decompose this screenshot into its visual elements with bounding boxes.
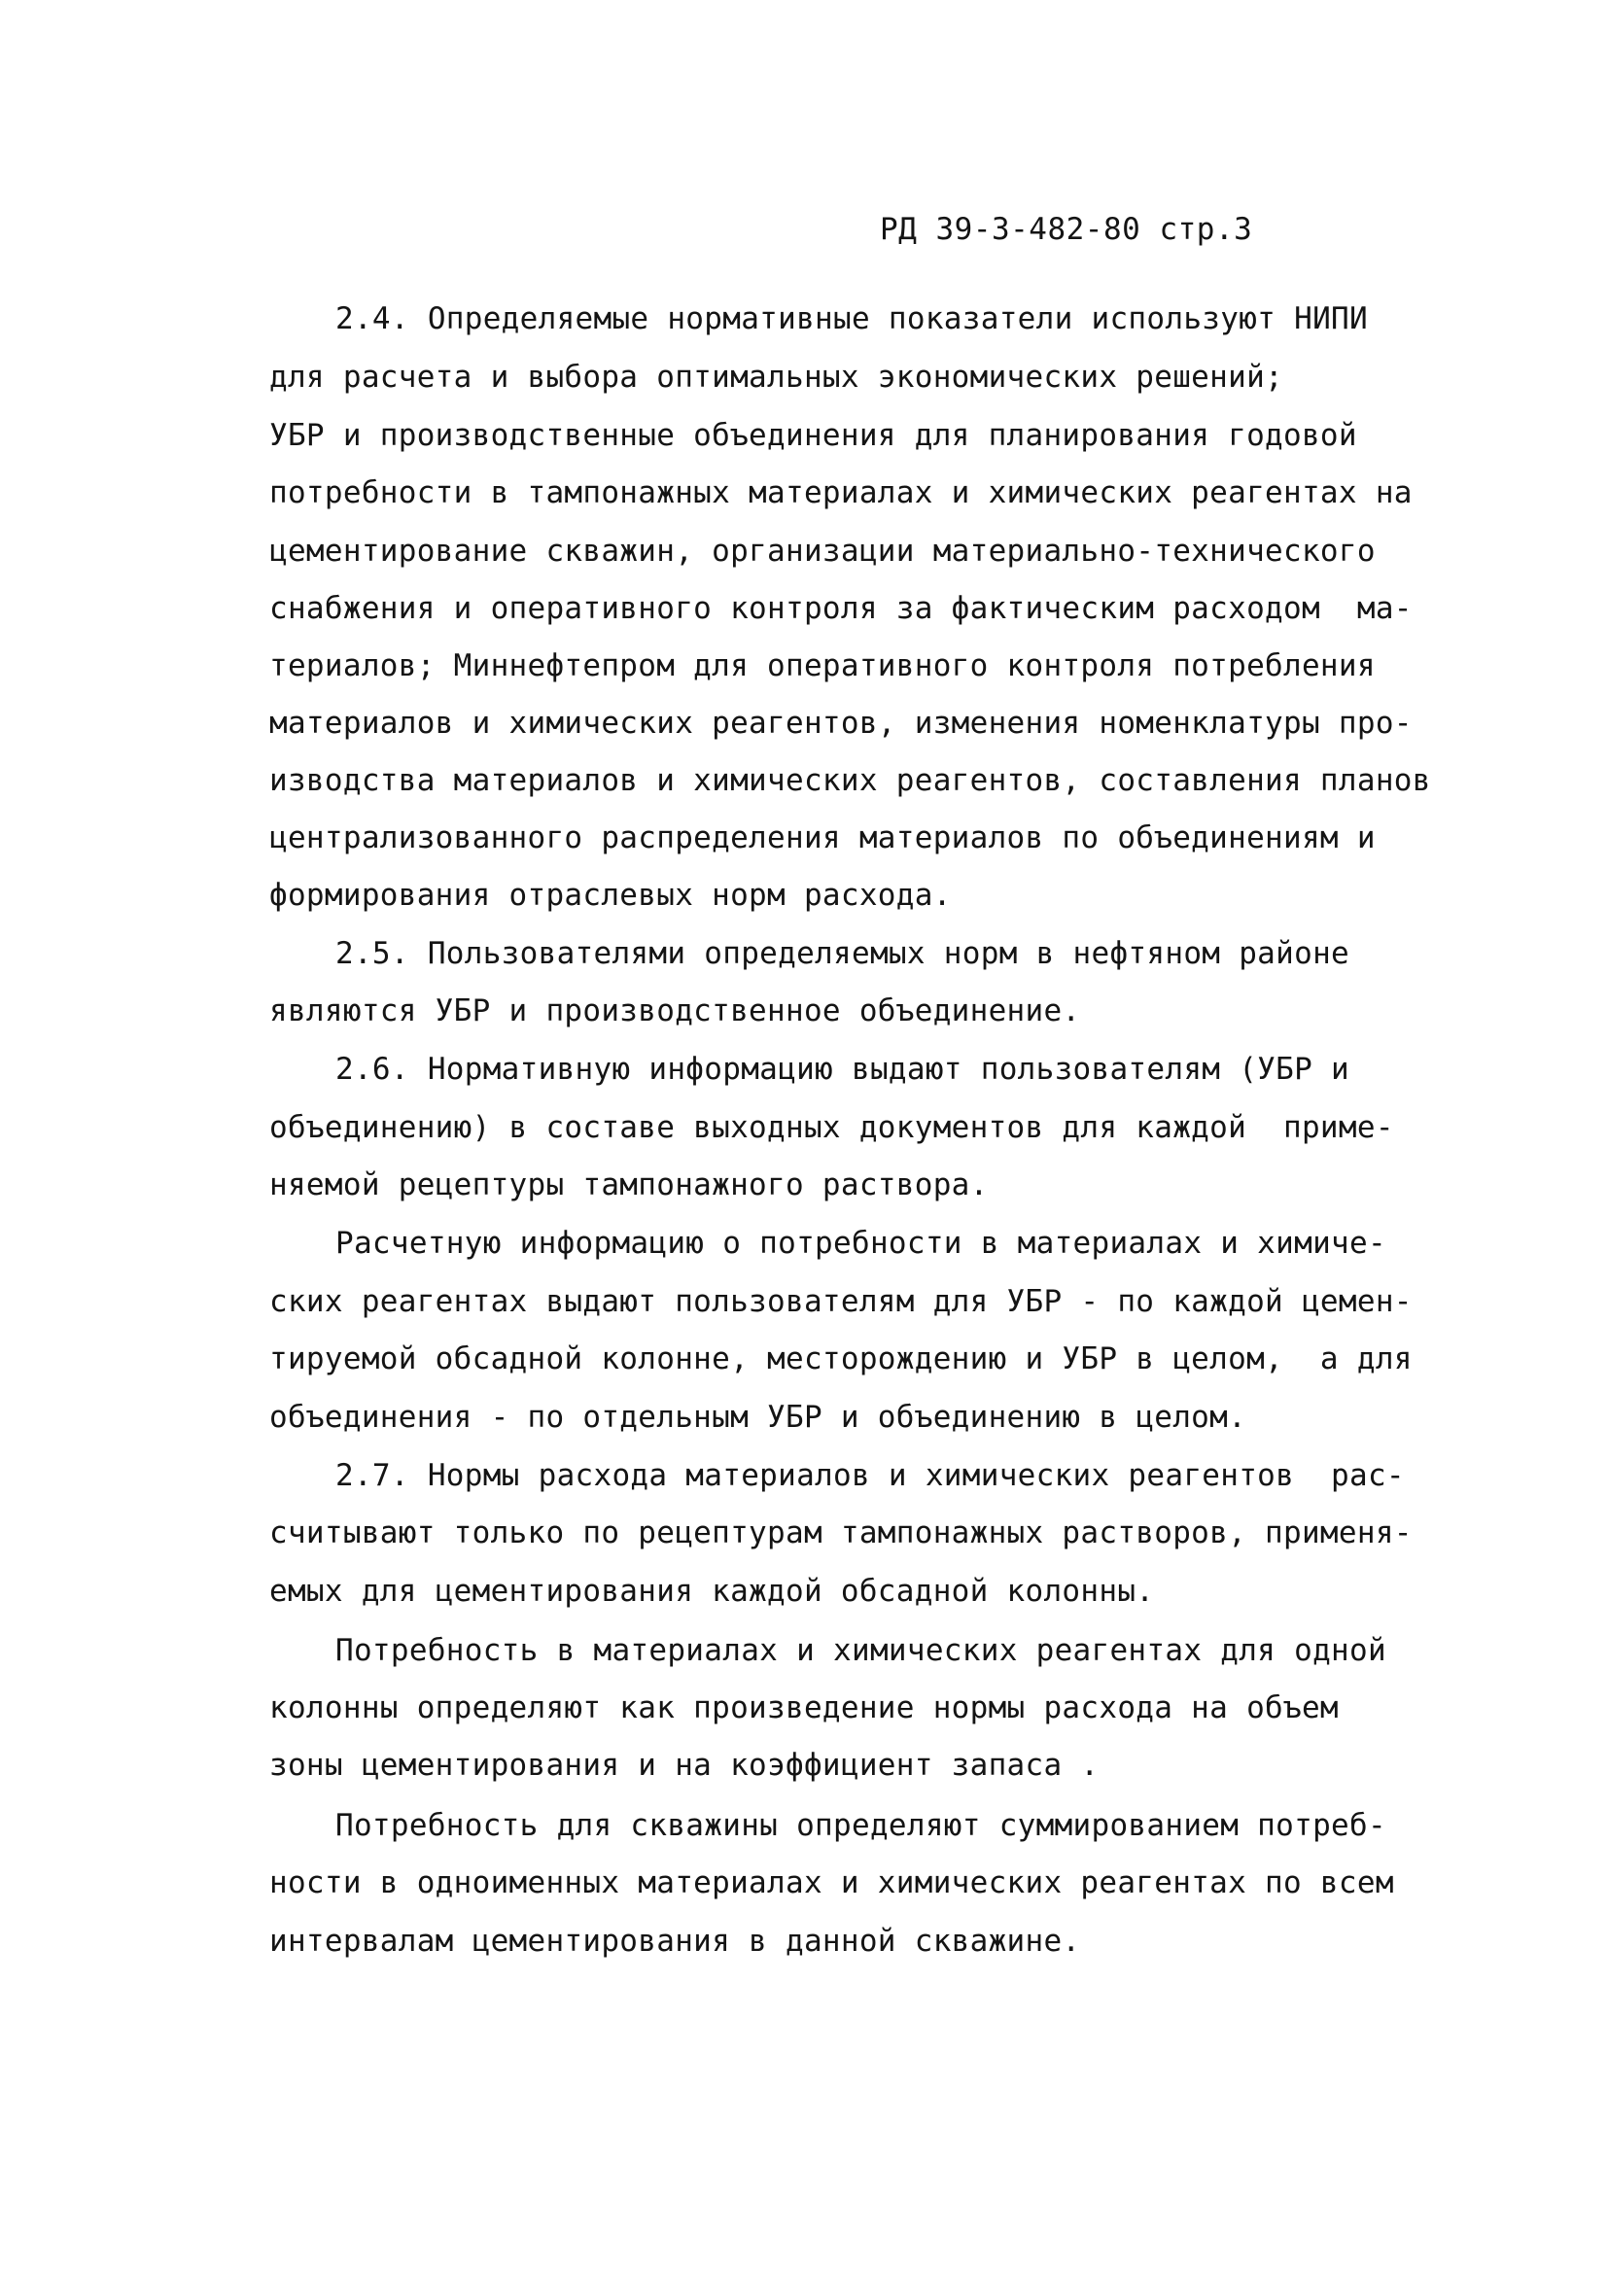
text-line: Потребность для скважины определяют суммированием потреб- [335, 1808, 1386, 1843]
text-line: интервалам цементирования в данной скважине. [269, 1924, 1081, 1959]
text-line: изводства материалов и химических реагентов, составления планов [269, 763, 1431, 798]
text-line: териалов; Миннефтепром для оперативного контроля потребления [269, 648, 1376, 683]
text-line: 2.5. Пользователями определяемых норм в нефтяном районе [335, 936, 1349, 971]
text-line: цементирование скважин, организации материально-технического [269, 534, 1376, 569]
text-line: централизованного распределения материалов по объединениям и [269, 820, 1376, 855]
text-line: снабжения и оперативного контроля за фактическим расходом ма- [269, 591, 1413, 626]
text-line: объединению) в составе выходных документов для каждой приме- [269, 1110, 1394, 1145]
text-line: считывают только по рецептурам тампонажных растворов, применя- [269, 1515, 1413, 1550]
text-line: 2.4. Определяемые нормативные показатели используют НИПИ [335, 301, 1368, 336]
text-line: тируемой обсадной колонне, месторождению и УБР в целом, а для [269, 1341, 1413, 1376]
text-line: для расчета и выбора оптимальных экономических решений; [269, 360, 1283, 395]
text-line: объединения - по отдельным УБР и объединению в целом. [269, 1400, 1247, 1435]
page-header: РД 39-3-482-80 стр.3 [880, 212, 1253, 247]
text-line: зоны цементирования и на коэффициент запаса . [269, 1748, 1100, 1783]
text-line: потребности в тампонажных материалах и химических реагентах на [269, 475, 1413, 510]
text-line: ских реагентах выдают пользователям для УБР - по каждой цемен- [269, 1284, 1413, 1319]
text-line: являются УБР и производственное объединение. [269, 993, 1081, 1028]
text-line: 2.6. Нормативную информацию выдают пользователям (УБР и [335, 1052, 1349, 1087]
text-line: УБР и производственные объединения для планирования годовой [269, 418, 1357, 453]
text-line: колонны определяют как произведение нормы расхода на объем [269, 1690, 1339, 1725]
text-line: Потребность в материалах и химических реагентах для одной [335, 1633, 1386, 1668]
text-line: формирования отраслевых норм расхода. [269, 878, 952, 913]
text-line: 2.7. Нормы расхода материалов и химических реагентов рас- [335, 1458, 1405, 1493]
text-line: емых для цементирования каждой обсадной колонны. [269, 1574, 1155, 1609]
text-line: Расчетную информацию о потребности в материалах и химиче- [335, 1226, 1386, 1261]
text-line: ности в одноименных материалах и химических реагентах по всем [269, 1865, 1394, 1900]
text-line: материалов и химических реагентов, изменения номенклатуры про- [269, 706, 1413, 741]
text-line: няемой рецептуры тампонажного раствора. [269, 1167, 989, 1202]
